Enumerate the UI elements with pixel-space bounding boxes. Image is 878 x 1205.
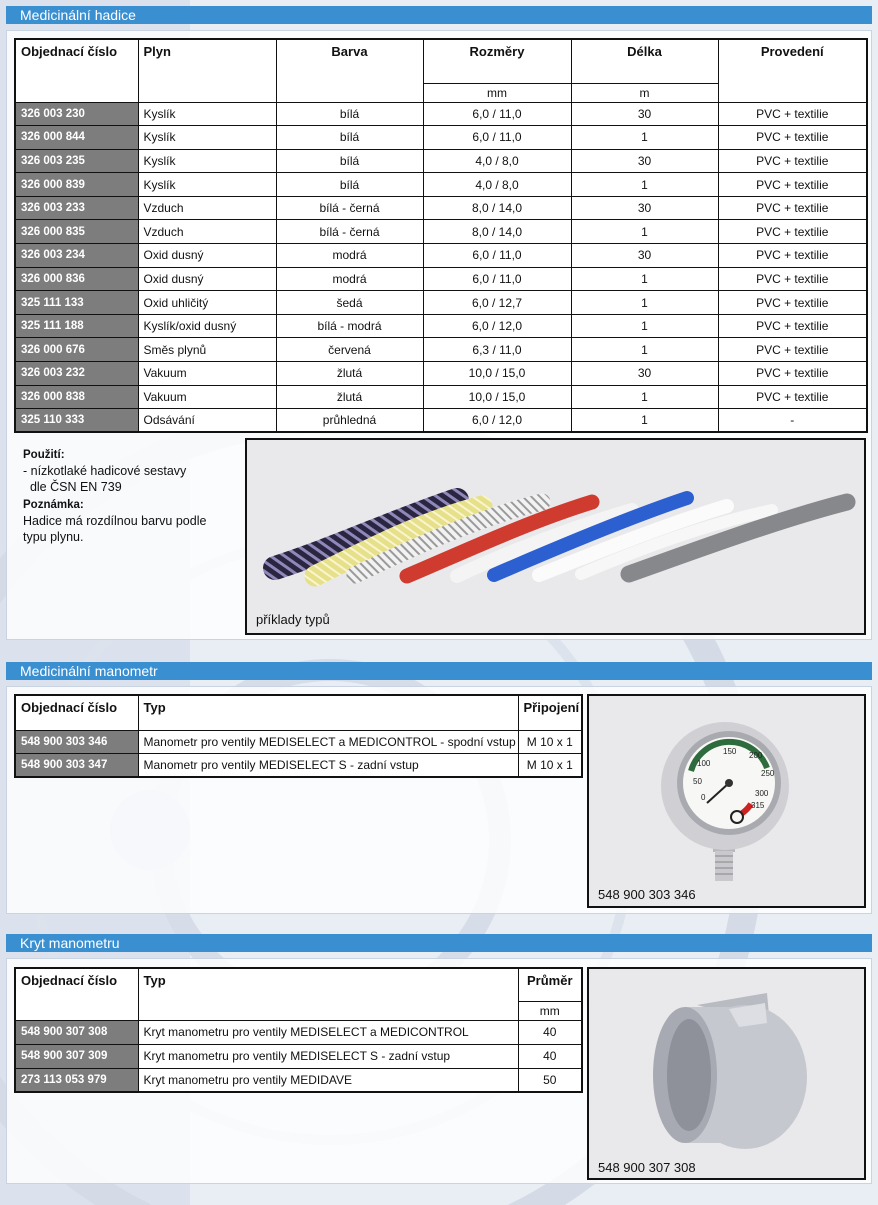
order-number-cell: 326 003 230: [15, 102, 138, 126]
usage-text: - nízkotlaké hadicové sestavy dle ČSN EN 739: [23, 464, 187, 494]
type-cell: Kryt manometru pro ventily MEDISELECT a MEDICONTROL: [138, 1020, 518, 1044]
order-number-cell: 326 000 838: [15, 385, 138, 409]
gas-cell: Vakuum: [138, 362, 276, 386]
section-title-gauge: Medicinální manometr: [6, 662, 872, 680]
hoses-photo: [245, 438, 866, 635]
cover-photo-caption: 548 900 307 308: [598, 1160, 696, 1175]
material-cell: PVC + textilie: [718, 362, 867, 386]
col-type: Typ: [138, 968, 518, 1020]
dimensions-cell: 6,0 / 12,7: [423, 291, 571, 315]
order-number-cell: 325 111 133: [15, 291, 138, 315]
usage-heading: Použití:: [23, 449, 65, 461]
note-text: Hadice má rozdílnou barvu podle typu plynu.: [23, 514, 207, 544]
table-row: [15, 244, 867, 268]
order-number-cell: 326 003 234: [15, 244, 138, 268]
connection-cell: M 10 x 1: [518, 754, 582, 778]
gas-cell: Kyslík: [138, 126, 276, 150]
gas-cell: Oxid dusný: [138, 267, 276, 291]
table-row: [15, 385, 867, 409]
dimensions-cell: 8,0 / 14,0: [423, 220, 571, 244]
dial-label: 300: [755, 789, 769, 798]
length-cell: 1: [571, 314, 718, 338]
length-cell: 30: [571, 149, 718, 173]
col-connection: Připojení: [518, 695, 582, 730]
dimensions-cell: 4,0 / 8,0: [423, 173, 571, 197]
gas-cell: Vakuum: [138, 385, 276, 409]
gas-cell: Vzduch: [138, 220, 276, 244]
col-length: Délka: [571, 39, 718, 83]
table-row: [15, 754, 582, 778]
color-cell: žlutá: [276, 385, 423, 409]
connection-cell: M 10 x 1: [518, 730, 582, 754]
dimensions-cell: 6,0 / 11,0: [423, 102, 571, 126]
gas-cell: Kyslík/oxid dusný: [138, 314, 276, 338]
table-row: [15, 338, 867, 362]
table-row: [15, 362, 867, 386]
gas-cell: Kyslík: [138, 149, 276, 173]
note-heading: Poznámka:: [23, 499, 84, 511]
table-row: [15, 730, 582, 754]
order-number-cell: 548 900 303 347: [15, 754, 138, 778]
color-cell: bílá: [276, 126, 423, 150]
col-color: Barva: [276, 39, 423, 102]
material-cell: -: [718, 409, 867, 433]
length-cell: 30: [571, 362, 718, 386]
dimensions-cell: 6,3 / 11,0: [423, 338, 571, 362]
cover-photo: [587, 967, 866, 1180]
col-material: Provedení: [718, 39, 867, 102]
gas-cell: Kyslík: [138, 173, 276, 197]
dial-label: 0: [701, 793, 706, 802]
unit-mm: mm: [423, 83, 571, 102]
order-number-cell: 326 003 232: [15, 362, 138, 386]
order-number-cell: 326 003 235: [15, 149, 138, 173]
color-cell: průhledná: [276, 409, 423, 433]
dimensions-cell: 10,0 / 15,0: [423, 362, 571, 386]
col-diameter: Průměr: [518, 968, 582, 1001]
hoses-image: [247, 440, 864, 633]
gauge-photo: [587, 694, 866, 908]
gas-cell: Vzduch: [138, 196, 276, 220]
length-cell: 1: [571, 173, 718, 197]
dial-label: 250: [761, 769, 775, 778]
material-cell: PVC + textilie: [718, 314, 867, 338]
material-cell: PVC + textilie: [718, 385, 867, 409]
type-cell: Manometr pro ventily MEDISELECT S - zadní vstup: [138, 754, 518, 778]
order-number-cell: 326 000 844: [15, 126, 138, 150]
col-order-number: Objednací číslo: [15, 39, 138, 102]
table-row: [15, 102, 867, 126]
dimensions-cell: 6,0 / 11,0: [423, 126, 571, 150]
table-row: [15, 149, 867, 173]
gauge-image: [589, 696, 864, 906]
diameter-cell: 40: [518, 1020, 582, 1044]
color-cell: žlutá: [276, 362, 423, 386]
color-cell: bílá - černá: [276, 196, 423, 220]
gauge-table-body: [15, 730, 582, 777]
hoses-table-body: [15, 102, 867, 432]
length-cell: 1: [571, 409, 718, 433]
type-cell: Kryt manometru pro ventily MEDIDAVE: [138, 1068, 518, 1092]
color-cell: šedá: [276, 291, 423, 315]
type-cell: Kryt manometru pro ventily MEDISELECT S - zadní vstup: [138, 1044, 518, 1068]
gauge-table: [14, 694, 583, 778]
col-order-number: Objednací číslo: [15, 968, 138, 1020]
color-cell: bílá: [276, 102, 423, 126]
table-row: [15, 196, 867, 220]
hoses-table: [14, 38, 868, 433]
order-number-cell: 325 110 333: [15, 409, 138, 433]
order-number-cell: 326 003 233: [15, 196, 138, 220]
hoses-photo-caption: příklady typů: [256, 612, 330, 627]
length-cell: 1: [571, 385, 718, 409]
order-number-cell: 548 900 303 346: [15, 730, 138, 754]
color-cell: modrá: [276, 267, 423, 291]
order-number-cell: 326 000 836: [15, 267, 138, 291]
material-cell: PVC + textilie: [718, 244, 867, 268]
material-cell: PVC + textilie: [718, 291, 867, 315]
length-cell: 1: [571, 338, 718, 362]
dimensions-cell: 6,0 / 11,0: [423, 267, 571, 291]
material-cell: PVC + textilie: [718, 338, 867, 362]
color-cell: bílá: [276, 149, 423, 173]
order-number-cell: 548 900 307 308: [15, 1020, 138, 1044]
dial-label: 50: [693, 777, 702, 786]
material-cell: PVC + textilie: [718, 126, 867, 150]
diameter-cell: 40: [518, 1044, 582, 1068]
table-row: [15, 1044, 582, 1068]
length-cell: 30: [571, 244, 718, 268]
material-cell: PVC + textilie: [718, 196, 867, 220]
cover-table-body: [15, 1020, 582, 1092]
gas-cell: Směs plynů: [138, 338, 276, 362]
material-cell: PVC + textilie: [718, 149, 867, 173]
type-cell: Manometr pro ventily MEDISELECT a MEDICONTROL - spodní vstup: [138, 730, 518, 754]
col-gas: Plyn: [138, 39, 276, 102]
material-cell: PVC + textilie: [718, 173, 867, 197]
col-order-number: Objednací číslo: [15, 695, 138, 730]
table-row: [15, 1068, 582, 1092]
diameter-cell: 50: [518, 1068, 582, 1092]
cover-table: [14, 967, 583, 1093]
gas-cell: Oxid uhličitý: [138, 291, 276, 315]
dial-label: 315: [751, 801, 765, 810]
dial-label: 150: [723, 747, 737, 756]
gauge-photo-caption: 548 900 303 346: [598, 887, 696, 902]
table-row: [15, 267, 867, 291]
unit-mm: mm: [518, 1001, 582, 1020]
gas-cell: Oxid dusný: [138, 244, 276, 268]
material-cell: PVC + textilie: [718, 220, 867, 244]
section-title-cover: Kryt manometru: [6, 934, 872, 952]
order-number-cell: 326 000 839: [15, 173, 138, 197]
gas-cell: Kyslík: [138, 102, 276, 126]
dimensions-cell: 10,0 / 15,0: [423, 385, 571, 409]
dimensions-cell: 8,0 / 14,0: [423, 196, 571, 220]
length-cell: 30: [571, 102, 718, 126]
usage-notes: [23, 447, 238, 545]
color-cell: modrá: [276, 244, 423, 268]
order-number-cell: 273 113 053 979: [15, 1068, 138, 1092]
dial-label: 100: [697, 759, 711, 768]
color-cell: bílá - modrá: [276, 314, 423, 338]
length-cell: 1: [571, 126, 718, 150]
length-cell: 1: [571, 291, 718, 315]
color-cell: bílá: [276, 173, 423, 197]
unit-m: m: [571, 83, 718, 102]
table-row: [15, 409, 867, 433]
section-title-hoses: Medicinální hadice: [6, 6, 872, 24]
length-cell: 1: [571, 220, 718, 244]
color-cell: červená: [276, 338, 423, 362]
material-cell: PVC + textilie: [718, 267, 867, 291]
length-cell: 30: [571, 196, 718, 220]
order-number-cell: 325 111 188: [15, 314, 138, 338]
table-row: [15, 1020, 582, 1044]
length-cell: 1: [571, 267, 718, 291]
dimensions-cell: 4,0 / 8,0: [423, 149, 571, 173]
table-row: [15, 173, 867, 197]
dimensions-cell: 6,0 / 12,0: [423, 314, 571, 338]
order-number-cell: 326 000 676: [15, 338, 138, 362]
dial-label: 200: [749, 751, 763, 760]
table-row: [15, 126, 867, 150]
col-type: Typ: [138, 695, 518, 730]
gas-cell: Odsávání: [138, 409, 276, 433]
col-dimensions: Rozměry: [423, 39, 571, 83]
order-number-cell: 326 000 835: [15, 220, 138, 244]
table-row: [15, 291, 867, 315]
dimensions-cell: 6,0 / 12,0: [423, 409, 571, 433]
order-number-cell: 548 900 307 309: [15, 1044, 138, 1068]
color-cell: bílá - černá: [276, 220, 423, 244]
table-row: [15, 314, 867, 338]
material-cell: PVC + textilie: [718, 102, 867, 126]
dimensions-cell: 6,0 / 11,0: [423, 244, 571, 268]
cover-image: [589, 969, 864, 1178]
table-row: [15, 220, 867, 244]
